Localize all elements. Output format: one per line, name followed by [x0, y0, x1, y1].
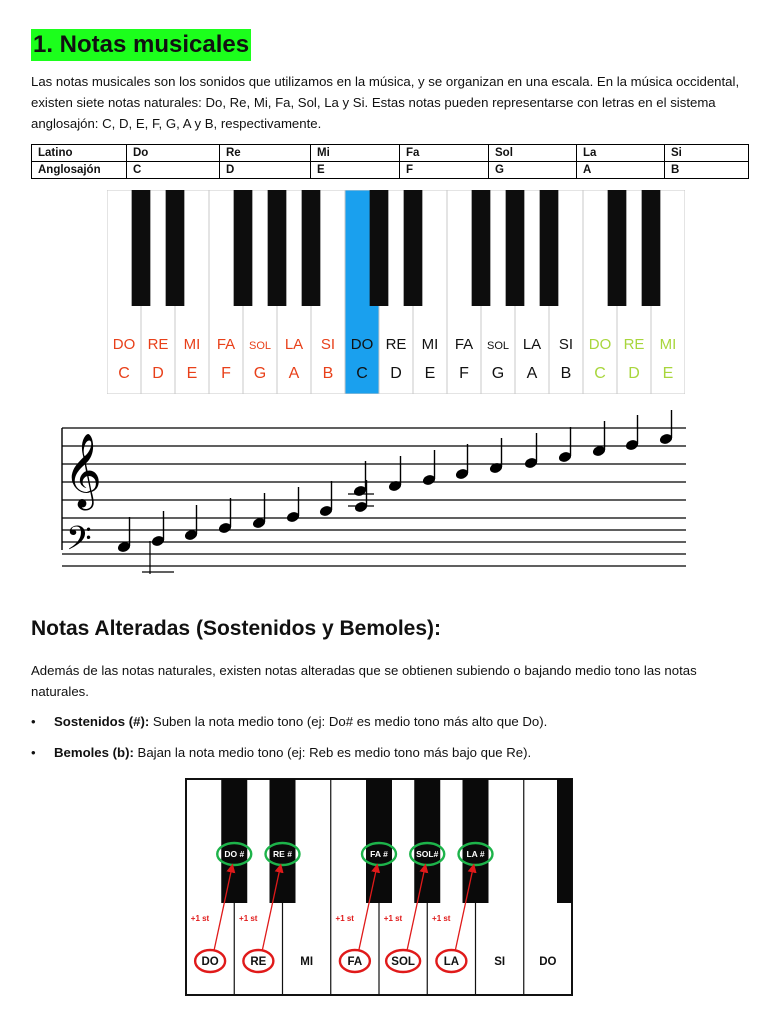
natural-key-label: FA [347, 956, 363, 968]
key-syllable-label: MI [659, 336, 677, 353]
key-syllable-label: DO [588, 336, 612, 353]
bullet-term: Bemoles (b): [54, 745, 134, 760]
key-syllable-label: DO [350, 336, 374, 353]
notes-table [31, 144, 749, 179]
key-syllable-label: RE [147, 336, 169, 353]
sharp-label: RE # [273, 849, 292, 859]
key-letter-label: A [288, 365, 300, 382]
black-key [414, 779, 440, 903]
black-key [463, 779, 489, 903]
table-cell: D [220, 162, 311, 179]
table-cell: Fa [400, 145, 489, 162]
natural-key-label: MI [300, 956, 314, 968]
black-key [132, 190, 151, 306]
key-letter-label: C [594, 365, 606, 382]
black-key [557, 779, 572, 903]
section-title-notas-alteradas: Notas Alteradas (Sostenidos y Bemoles): [31, 617, 441, 640]
key-syllable-label: SOL [486, 340, 510, 352]
key-syllable-label: DO [112, 336, 136, 353]
bullet-mark: • [31, 714, 36, 729]
key-letter-label: A [526, 365, 538, 382]
key-letter-label: C [356, 365, 368, 382]
natural-key-label: LA [443, 956, 460, 968]
table-cell: G [489, 162, 577, 179]
black-key [268, 190, 287, 306]
black-key [404, 190, 423, 306]
key-syllable-label: MI [421, 336, 439, 353]
natural-key-label: SI [494, 956, 506, 968]
natural-key-label: DO [539, 956, 557, 968]
key-syllable-label: RE [623, 336, 645, 353]
table-cell: F [400, 162, 489, 179]
key-syllable-label: SI [558, 336, 574, 353]
key-letter-label: C [118, 365, 130, 382]
bullet-mark: • [31, 745, 36, 760]
table-cell: Latino [32, 145, 127, 162]
bullet-text: Bajan la nota medio tono (ej: Reb es medio tono más bajo que Re). [133, 745, 532, 760]
black-key [302, 190, 321, 306]
black-key [366, 779, 392, 903]
key-letter-label: E [662, 365, 674, 382]
semitone-label: +1 st [432, 914, 451, 923]
key-syllable-label: SOL [248, 340, 272, 352]
key-syllable-label: MI [183, 336, 201, 353]
table-cell: Mi [311, 145, 400, 162]
table-cell: E [311, 162, 400, 179]
key-letter-label: E [424, 365, 436, 382]
bullet-term: Sostenidos (#): [54, 714, 150, 729]
section-title-notas-musicales: 1. Notas musicales [31, 29, 251, 61]
key-letter-label: G [491, 365, 505, 382]
black-key [642, 190, 661, 306]
natural-key-label: RE [250, 956, 267, 968]
table-cell: B [665, 162, 749, 179]
key-letter-label: D [152, 365, 164, 382]
grand-staff [58, 410, 688, 575]
semitone-label: +1 st [239, 914, 258, 923]
key-letter-label: B [322, 365, 334, 382]
table-row [32, 162, 749, 179]
bass-clef: 𝄢 [66, 520, 92, 566]
black-key [608, 190, 627, 306]
key-syllable-label: LA [522, 336, 542, 353]
table-cell: Do [127, 145, 220, 162]
piano-keyboard-sharps [185, 778, 573, 998]
key-syllable-label: SI [320, 336, 336, 353]
table-row [32, 145, 749, 162]
table-cell: Re [220, 145, 311, 162]
key-letter-label: B [560, 365, 572, 382]
semitone-label: +1 st [335, 914, 354, 923]
sharp-label: SOL# [416, 849, 439, 859]
piano-keyboard-naturals [107, 190, 685, 394]
black-key [370, 190, 389, 306]
black-key [506, 190, 525, 306]
semitone-label: +1 st [383, 914, 403, 923]
key-letter-label: F [221, 365, 231, 382]
key-letter-label: G [253, 365, 267, 382]
sharp-label: FA # [370, 849, 388, 859]
key-syllable-label: LA [284, 336, 304, 353]
table-cell: Anglosajón [32, 162, 127, 179]
bullet-text: Suben la nota medio tono (ej: Do# es medio tono más alto que Do). [149, 714, 548, 729]
key-syllable-label: RE [385, 336, 407, 353]
sharp-label: LA # [466, 849, 485, 859]
black-key [166, 190, 185, 306]
key-letter-label: E [186, 365, 198, 382]
intro-paragraph: Las notas musicales son los sonidos que utilizamos en la música, y se organizan en una escala. En la música occidental, existen siete notas naturales: Do, Re, Mi, Fa, Sol, La y Si. Estas notas pueden representarse con letras en el sistema anglosajón: C, D, E, F, G, A y B, respectivamente. [31, 74, 740, 131]
key-syllable-label: FA [454, 336, 474, 353]
treble-clef: 𝄞 [64, 434, 102, 508]
black-key [540, 190, 559, 306]
table-cell: C [127, 162, 220, 179]
black-key [270, 779, 296, 903]
natural-key-label: DO [201, 956, 219, 968]
black-key [472, 190, 491, 306]
table-cell: La [577, 145, 665, 162]
table-cell: Si [665, 145, 749, 162]
semitone-label: +1 st [190, 914, 210, 923]
black-key [221, 779, 247, 903]
key-letter-label: F [459, 365, 469, 382]
key-letter-label: D [390, 365, 402, 382]
sharp-label: DO # [224, 849, 245, 859]
table-cell: Sol [489, 145, 577, 162]
black-key [234, 190, 253, 306]
table-cell: A [577, 162, 665, 179]
key-syllable-label: FA [216, 336, 236, 353]
natural-key-label: SOL [391, 956, 415, 968]
alterations-paragraph: Además de las notas naturales, existen notas alteradas que se obtienen subiendo o bajando medio tono las notas naturales. [31, 663, 697, 699]
key-letter-label: D [628, 365, 640, 382]
